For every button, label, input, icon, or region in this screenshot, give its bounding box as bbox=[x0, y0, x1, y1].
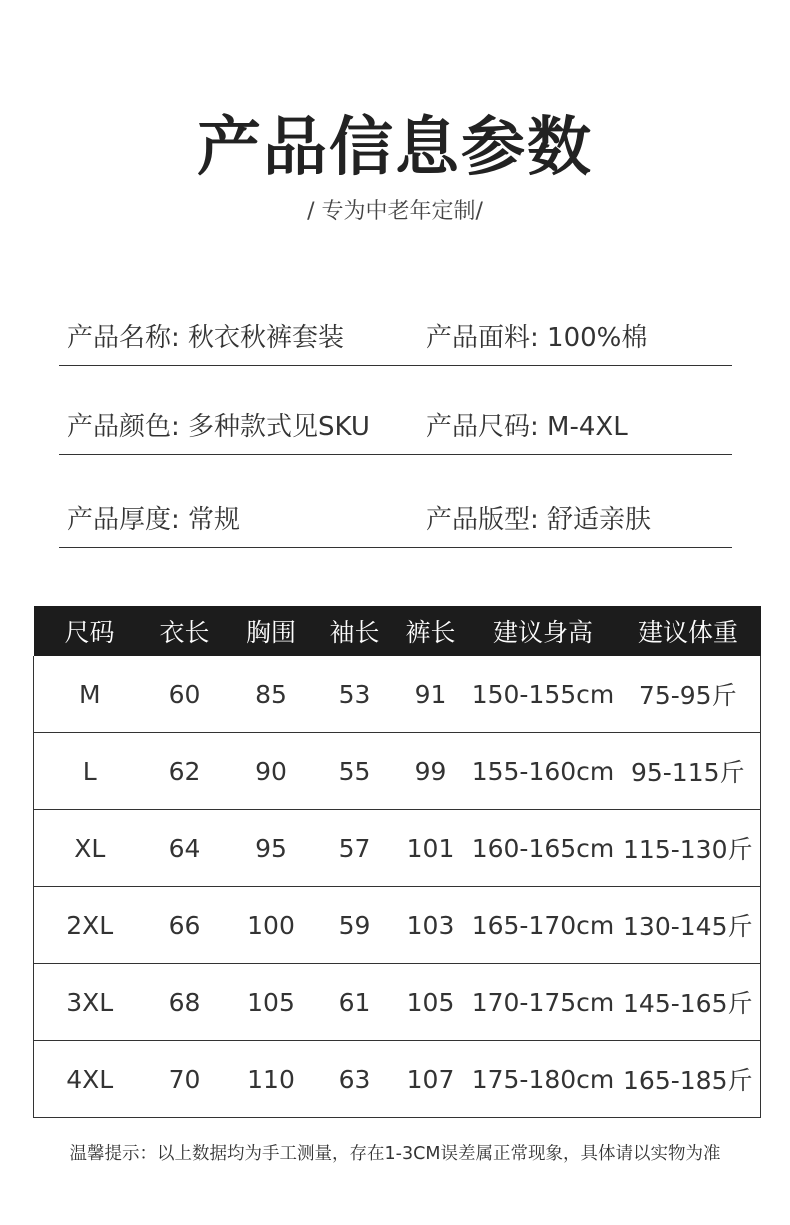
cell-height: 160-165cm bbox=[471, 810, 616, 887]
table-row bbox=[34, 1041, 761, 1118]
param-size-range: 产品尺码: M-4XL bbox=[426, 412, 628, 442]
cell-chest: 105 bbox=[224, 964, 319, 1041]
cell-sleeve: 59 bbox=[319, 887, 391, 964]
header-height: 建议身高 bbox=[471, 606, 616, 656]
cell-pants-length: 91 bbox=[391, 656, 471, 733]
cell-length: 66 bbox=[146, 887, 224, 964]
cell-size: 4XL bbox=[34, 1041, 146, 1118]
cell-height: 150-155cm bbox=[471, 656, 616, 733]
cell-weight: 130-145斤 bbox=[616, 887, 761, 964]
cell-pants-length: 99 bbox=[391, 733, 471, 810]
param-thickness: 产品厚度: 常规 bbox=[67, 505, 241, 535]
param-fabric: 产品面料: 100%棉 bbox=[426, 323, 648, 353]
cell-pants-length: 107 bbox=[391, 1041, 471, 1118]
cell-chest: 110 bbox=[224, 1041, 319, 1118]
header-length: 衣长 bbox=[146, 606, 224, 656]
cell-size: XL bbox=[34, 810, 146, 887]
table-row bbox=[34, 810, 761, 887]
cell-sleeve: 63 bbox=[319, 1041, 391, 1118]
page-title: 产品信息参数 bbox=[197, 111, 593, 185]
cell-pants-length: 103 bbox=[391, 887, 471, 964]
param-product-name: 产品名称: 秋衣秋裤套装 bbox=[67, 323, 345, 353]
cell-sleeve: 55 bbox=[319, 733, 391, 810]
cell-chest: 100 bbox=[224, 887, 319, 964]
cell-length: 60 bbox=[146, 656, 224, 733]
cell-height: 165-170cm bbox=[471, 887, 616, 964]
cell-size: L bbox=[34, 733, 146, 810]
param-row bbox=[59, 394, 732, 455]
cell-length: 62 bbox=[146, 733, 224, 810]
cell-chest: 85 bbox=[224, 656, 319, 733]
size-table bbox=[33, 606, 761, 1118]
cell-size: 3XL bbox=[34, 964, 146, 1041]
cell-weight: 95-115斤 bbox=[616, 733, 761, 810]
table-row bbox=[34, 964, 761, 1041]
cell-chest: 90 bbox=[224, 733, 319, 810]
cell-weight: 75-95斤 bbox=[616, 656, 761, 733]
cell-height: 170-175cm bbox=[471, 964, 616, 1041]
header-weight: 建议体重 bbox=[616, 606, 761, 656]
cell-length: 68 bbox=[146, 964, 224, 1041]
table-row bbox=[34, 733, 761, 810]
cell-chest: 95 bbox=[224, 810, 319, 887]
cell-height: 155-160cm bbox=[471, 733, 616, 810]
param-color: 产品颜色: 多种款式见SKU bbox=[67, 412, 370, 442]
cell-weight: 165-185斤 bbox=[616, 1041, 761, 1118]
cell-sleeve: 61 bbox=[319, 964, 391, 1041]
cell-sleeve: 57 bbox=[319, 810, 391, 887]
cell-weight: 115-130斤 bbox=[616, 810, 761, 887]
cell-weight: 145-165斤 bbox=[616, 964, 761, 1041]
header-chest: 胸围 bbox=[224, 606, 319, 656]
header-pants-length: 裤长 bbox=[391, 606, 471, 656]
param-fit: 产品版型: 舒适亲肤 bbox=[426, 505, 652, 535]
table-row bbox=[34, 887, 761, 964]
measurement-note: 温馨提示：以上数据均为手工测量，存在1-3CM误差属正常现象，具体请以实物为准 bbox=[69, 1144, 721, 1164]
header-size: 尺码 bbox=[34, 606, 146, 656]
cell-size: M bbox=[34, 656, 146, 733]
cell-length: 64 bbox=[146, 810, 224, 887]
cell-pants-length: 101 bbox=[391, 810, 471, 887]
param-row bbox=[59, 305, 732, 366]
cell-size: 2XL bbox=[34, 887, 146, 964]
page-subtitle: / 专为中老年定制/ bbox=[307, 199, 483, 224]
cell-height: 175-180cm bbox=[471, 1041, 616, 1118]
cell-sleeve: 53 bbox=[319, 656, 391, 733]
header-sleeve: 袖长 bbox=[319, 606, 391, 656]
cell-length: 70 bbox=[146, 1041, 224, 1118]
size-table-header-row bbox=[34, 606, 761, 656]
cell-pants-length: 105 bbox=[391, 964, 471, 1041]
table-row bbox=[34, 656, 761, 733]
param-row bbox=[59, 487, 732, 548]
